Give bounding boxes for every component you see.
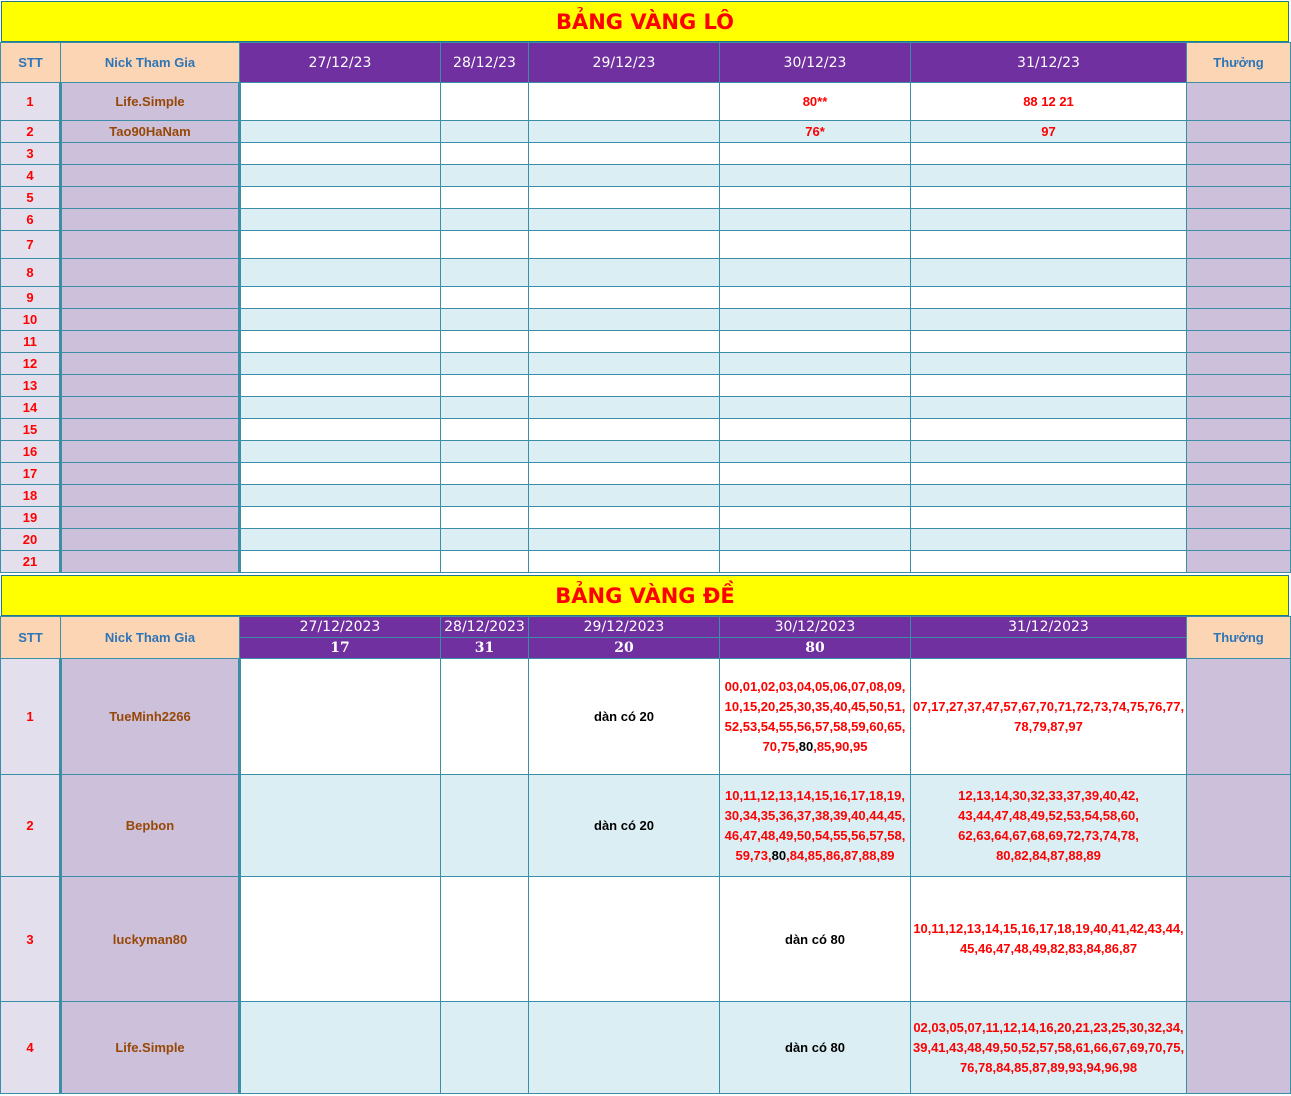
lo-entry-cell[interactable]: [529, 231, 720, 259]
lo-entry-cell[interactable]: [911, 441, 1187, 463]
lo-nick-cell[interactable]: [61, 551, 240, 573]
de-number-segment: 80,82,84,87,88,89: [996, 847, 1101, 863]
lo-entry-cell[interactable]: [240, 309, 441, 331]
lo-header-date-3: 29/12/23: [529, 43, 720, 83]
lo-thuong-cell[interactable]: [1187, 259, 1291, 287]
lo-entry-cell[interactable]: [441, 187, 529, 209]
lo-entry-cell[interactable]: [240, 397, 441, 419]
lo-nick-cell[interactable]: [61, 529, 240, 551]
lo-entry-cell[interactable]: [720, 231, 911, 259]
lo-thuong-cell[interactable]: [1187, 463, 1291, 485]
lo-entry-cell[interactable]: [441, 143, 529, 165]
lo-nick-cell[interactable]: [61, 259, 240, 287]
lo-table-row: [1, 331, 1291, 353]
de-entry-cell[interactable]: [240, 1002, 441, 1094]
de-stt-cell: 2: [1, 775, 61, 877]
lo-header-thuong: Thưởng: [1187, 43, 1291, 83]
lo-thuong-cell[interactable]: [1187, 287, 1291, 309]
de-number-line: [722, 786, 908, 806]
lo-entry-cell[interactable]: [911, 331, 1187, 353]
lo-entry-cell[interactable]: [529, 529, 720, 551]
de-header-date-4: 30/12/2023: [720, 617, 911, 638]
de-nick-cell[interactable]: TueMinh2266: [61, 659, 240, 775]
lo-stt-cell: 12: [1, 353, 61, 375]
de-table-row: [1, 775, 1291, 877]
lo-title: BẢNG VÀNG LÔ: [1, 1, 1289, 42]
lo-header-stt: STT: [1, 43, 61, 83]
lo-stt-cell: 10: [1, 309, 61, 331]
lo-entry-cell[interactable]: [720, 353, 911, 375]
lo-entry-cell[interactable]: [529, 397, 720, 419]
de-entry-cell[interactable]: dàn có 80: [720, 877, 911, 1002]
lo-entry-cell[interactable]: [441, 259, 529, 287]
lo-entry-cell[interactable]: [720, 331, 911, 353]
lo-thuong-cell[interactable]: [1187, 83, 1291, 121]
lo-entry-cell[interactable]: [911, 231, 1187, 259]
de-number-line: [913, 826, 1184, 846]
lo-entry-cell[interactable]: [720, 485, 911, 507]
lo-entry-cell[interactable]: [720, 551, 911, 573]
de-number-segment: 00,01,02,03,04,05,06,07,08,09,: [724, 678, 906, 694]
de-header-date-1: 27/12/2023: [240, 617, 441, 638]
lo-entry-cell[interactable]: [240, 551, 441, 573]
lo-table-row: [1, 463, 1291, 485]
lo-thuong-cell[interactable]: [1187, 143, 1291, 165]
lo-entry-cell[interactable]: [911, 259, 1187, 287]
lo-nick-cell[interactable]: [61, 165, 240, 187]
de-table-row: [1, 1002, 1291, 1094]
lo-thuong-cell[interactable]: [1187, 353, 1291, 375]
de-result-2: 31: [441, 638, 529, 659]
lo-nick-cell[interactable]: [61, 375, 240, 397]
de-number-line: [913, 806, 1184, 826]
de-header-date-5: 31/12/2023: [911, 617, 1187, 638]
de-number-segment: 07,17,27,37,47,57,67,70,71,72,73,74,75,76,77,: [913, 698, 1185, 714]
de-number-segment: 12,13,14,30,32,33,37,39,40,42,: [958, 787, 1139, 803]
lo-header-date-1: 27/12/23: [240, 43, 441, 83]
lo-nick-cell[interactable]: [61, 187, 240, 209]
lo-entry-cell[interactable]: [911, 507, 1187, 529]
lo-table-row: [1, 287, 1291, 309]
lo-entry-cell[interactable]: [441, 209, 529, 231]
de-title: BẢNG VÀNG ĐỀ: [1, 575, 1289, 616]
de-number-segment: 59,73,: [735, 847, 772, 863]
de-number-list-cell[interactable]: [911, 775, 1187, 877]
lo-entry-cell[interactable]: [240, 287, 441, 309]
lo-thuong-cell[interactable]: [1187, 441, 1291, 463]
lo-thuong-cell[interactable]: [1187, 397, 1291, 419]
lo-entry-cell[interactable]: [911, 309, 1187, 331]
lo-entry-cell[interactable]: [720, 165, 911, 187]
lo-entry-cell[interactable]: [240, 485, 441, 507]
de-nick-cell[interactable]: luckyman80: [61, 877, 240, 1002]
lo-nick-cell[interactable]: [61, 441, 240, 463]
lo-nick-cell[interactable]: [61, 309, 240, 331]
de-number-list-cell[interactable]: [720, 659, 911, 775]
de-number-line: [722, 826, 908, 846]
lo-entry-cell[interactable]: [911, 463, 1187, 485]
lo-entry-cell[interactable]: [720, 463, 911, 485]
lo-entry-cell[interactable]: [529, 507, 720, 529]
lo-thuong-cell[interactable]: [1187, 231, 1291, 259]
lo-table-row: [1, 309, 1291, 331]
lo-nick-cell[interactable]: [61, 419, 240, 441]
lo-table-row: [1, 187, 1291, 209]
de-entry-cell[interactable]: [240, 775, 441, 877]
de-stt-cell: 3: [1, 877, 61, 1002]
lo-entry-cell[interactable]: [441, 441, 529, 463]
lo-nick-cell[interactable]: [61, 231, 240, 259]
de-entry-cell[interactable]: [529, 1002, 720, 1094]
de-number-line: [913, 1018, 1184, 1038]
lo-entry-cell[interactable]: [720, 187, 911, 209]
lo-entry-cell[interactable]: [240, 187, 441, 209]
lo-header-date-2: 28/12/23: [441, 43, 529, 83]
de-thuong-cell[interactable]: [1187, 659, 1291, 775]
lo-entry-cell[interactable]: [529, 287, 720, 309]
lo-thuong-cell[interactable]: [1187, 485, 1291, 507]
lo-table-row: [1, 165, 1291, 187]
lo-entry-cell[interactable]: [720, 397, 911, 419]
lo-entry-cell[interactable]: [441, 375, 529, 397]
lo-entry-cell[interactable]: [529, 165, 720, 187]
lo-stt-cell: 7: [1, 231, 61, 259]
lo-entry-cell[interactable]: [441, 165, 529, 187]
lo-entry-cell[interactable]: [529, 83, 720, 121]
de-entry-cell[interactable]: dàn có 80: [720, 1002, 911, 1094]
de-number-segment: 45,46,47,48,49,82,83,84,86,87: [959, 941, 1138, 956]
de-entry-cell[interactable]: dàn có 20: [529, 775, 720, 877]
de-number-list-cell[interactable]: [911, 1002, 1187, 1094]
lo-entry-cell[interactable]: [240, 209, 441, 231]
lo-entry-cell[interactable]: [911, 209, 1187, 231]
lo-table-row: [1, 375, 1291, 397]
lo-entry-cell[interactable]: [529, 551, 720, 573]
lo-entry-cell[interactable]: [911, 187, 1187, 209]
lo-header-nick: Nick Tham Gia: [61, 43, 240, 83]
lo-table-row: [1, 485, 1291, 507]
de-winning-number: 80: [771, 847, 787, 863]
lo-entry-cell[interactable]: [240, 507, 441, 529]
de-entry-cell[interactable]: [441, 877, 529, 1002]
lo-entry-cell[interactable]: [911, 143, 1187, 165]
de-entry-cell[interactable]: dàn có 20: [529, 659, 720, 775]
de-stt-cell: 1: [1, 659, 61, 775]
lo-entry-cell[interactable]: 76*: [720, 121, 911, 143]
de-number-segment: 02,03,05,07,11,12,14,16,20,21,23,25,30,32,34,: [913, 1019, 1184, 1035]
lo-stt-cell: 14: [1, 397, 61, 419]
de-number-line: [722, 806, 908, 826]
de-number-line: [913, 1058, 1184, 1078]
lo-nick-cell[interactable]: [61, 331, 240, 353]
lo-nick-cell[interactable]: [61, 287, 240, 309]
lo-stt-cell: 16: [1, 441, 61, 463]
lo-entry-cell[interactable]: [441, 485, 529, 507]
lo-nick-cell[interactable]: [61, 353, 240, 375]
de-number-segment: 70,75,: [762, 738, 799, 754]
lo-table-row: [1, 397, 1291, 419]
lo-thuong-cell[interactable]: [1187, 209, 1291, 231]
lo-thuong-cell[interactable]: [1187, 507, 1291, 529]
lo-stt-cell: 15: [1, 419, 61, 441]
lo-entry-cell[interactable]: [441, 507, 529, 529]
lo-table-row: [1, 551, 1291, 573]
de-number-line: [913, 1038, 1184, 1058]
lo-entry-cell[interactable]: [911, 353, 1187, 375]
lo-entry-cell[interactable]: [240, 143, 441, 165]
lo-entry-cell[interactable]: [441, 121, 529, 143]
de-number-segment: 30,34,35,36,37,38,39,40,44,45,: [724, 807, 906, 823]
de-nick-cell[interactable]: Life.Simple: [61, 1002, 240, 1094]
lo-entry-cell[interactable]: [720, 309, 911, 331]
lo-entry-cell[interactable]: [720, 507, 911, 529]
lo-entry-cell[interactable]: 97: [911, 121, 1187, 143]
lo-entry-cell[interactable]: [240, 231, 441, 259]
de-entry-cell[interactable]: [529, 877, 720, 1002]
lo-entry-cell[interactable]: [441, 231, 529, 259]
de-number-line: [722, 717, 908, 737]
lo-entry-cell[interactable]: [720, 441, 911, 463]
de-number-segment: 10,15,20,25,30,35,40,45,50,51,: [724, 698, 906, 714]
lo-entry-cell[interactable]: [529, 209, 720, 231]
de-number-segment: ,85,90,95: [813, 738, 868, 754]
de-number-segment: ,84,85,86,87,88,89: [786, 847, 895, 863]
lo-entry-cell[interactable]: [441, 331, 529, 353]
lo-entry-cell[interactable]: [529, 463, 720, 485]
de-number-line: [913, 717, 1184, 737]
lo-entry-cell[interactable]: [240, 419, 441, 441]
lo-stt-cell: 2: [1, 121, 61, 143]
de-number-segment: 52,53,54,55,56,57,58,59,60,65,: [724, 718, 906, 734]
lo-thuong-cell[interactable]: [1187, 529, 1291, 551]
lo-stt-cell: 13: [1, 375, 61, 397]
lo-table-row: [1, 259, 1291, 287]
lo-stt-cell: 3: [1, 143, 61, 165]
lo-stt-cell: 21: [1, 551, 61, 573]
de-number-line: [913, 697, 1184, 717]
de-result-5: [911, 638, 1187, 659]
lo-stt-cell: 1: [1, 83, 61, 121]
de-number-line: [722, 846, 908, 866]
lo-entry-cell[interactable]: [529, 309, 720, 331]
lo-table-row: [1, 121, 1291, 143]
de-number-segment: 78,79,87,97: [1014, 718, 1083, 734]
lo-entry-cell[interactable]: [240, 353, 441, 375]
lo-entry-cell[interactable]: [911, 529, 1187, 551]
de-number-line: [722, 677, 908, 697]
de-number-line: [913, 846, 1184, 866]
de-number-segment: 39,41,43,48,49,50,52,57,58,61,66,67,69,70,75,: [913, 1039, 1185, 1055]
lo-entry-cell[interactable]: [240, 463, 441, 485]
lo-thuong-cell[interactable]: [1187, 551, 1291, 573]
lo-nick-cell[interactable]: [61, 485, 240, 507]
lo-thuong-cell[interactable]: [1187, 419, 1291, 441]
de-number-list-cell[interactable]: [911, 659, 1187, 775]
lo-entry-cell[interactable]: [441, 83, 529, 121]
lo-entry-cell[interactable]: [529, 259, 720, 287]
lo-entry-cell[interactable]: [720, 375, 911, 397]
lo-table-row: [1, 529, 1291, 551]
de-number-segment: 10,11,12,13,14,15,16,17,18,19,: [724, 787, 905, 803]
lo-entry-cell[interactable]: [240, 165, 441, 187]
lo-thuong-cell[interactable]: [1187, 331, 1291, 353]
lo-entry-cell[interactable]: [911, 375, 1187, 397]
lo-table-row: [1, 507, 1291, 529]
lo-entry-cell[interactable]: [720, 209, 911, 231]
lo-entry-cell[interactable]: 88 12 21: [911, 83, 1187, 121]
de-thuong-cell[interactable]: [1187, 877, 1291, 1002]
lo-entry-cell[interactable]: [441, 419, 529, 441]
lo-nick-cell[interactable]: [61, 143, 240, 165]
lo-entry-cell[interactable]: [240, 331, 441, 353]
de-result-4: 80: [720, 638, 911, 659]
lo-entry-cell[interactable]: [441, 551, 529, 573]
lo-entry-cell[interactable]: [529, 331, 720, 353]
lo-table-row: [1, 209, 1291, 231]
lo-entry-cell[interactable]: [441, 287, 529, 309]
de-number-list-cell[interactable]: [911, 877, 1187, 1002]
lo-entry-cell[interactable]: [441, 397, 529, 419]
de-header-date-2: 28/12/2023: [441, 617, 529, 638]
lo-nick-cell[interactable]: [61, 397, 240, 419]
lo-entry-cell[interactable]: [441, 529, 529, 551]
de-number-segment: 76,78,84,85,87,89,93,94,96,98: [959, 1059, 1138, 1075]
lo-thuong-cell[interactable]: [1187, 121, 1291, 143]
de-entry-cell[interactable]: [441, 775, 529, 877]
lo-entry-cell[interactable]: [529, 419, 720, 441]
lo-thuong-cell[interactable]: [1187, 309, 1291, 331]
lo-table-row: [1, 83, 1291, 121]
lo-entry-cell[interactable]: [240, 529, 441, 551]
lo-stt-cell: 17: [1, 463, 61, 485]
lo-nick-cell[interactable]: [61, 209, 240, 231]
lo-stt-cell: 4: [1, 165, 61, 187]
de-entry-cell[interactable]: [441, 659, 529, 775]
de-entry-cell[interactable]: [240, 877, 441, 1002]
lo-nick-cell[interactable]: Life.Simple: [61, 83, 240, 121]
lo-thuong-cell[interactable]: [1187, 165, 1291, 187]
lo-table-row: [1, 353, 1291, 375]
lo-header-date-5: 31/12/23: [911, 43, 1187, 83]
lo-entry-cell[interactable]: [240, 259, 441, 287]
lo-entry-cell[interactable]: [240, 375, 441, 397]
lo-entry-cell[interactable]: [529, 187, 720, 209]
de-number-segment: 62,63,64,67,68,69,72,73,74,78,: [958, 827, 1139, 843]
lo-entry-cell[interactable]: 80**: [720, 83, 911, 121]
de-number-line: [913, 786, 1184, 806]
lo-entry-cell[interactable]: [720, 419, 911, 441]
de-entry-cell[interactable]: [441, 1002, 529, 1094]
lo-entry-cell[interactable]: [529, 375, 720, 397]
lo-entry-cell[interactable]: [529, 485, 720, 507]
lo-entry-cell[interactable]: [529, 143, 720, 165]
de-header-nick: Nick Tham Gia: [61, 617, 240, 659]
de-header-date-3: 29/12/2023: [529, 617, 720, 638]
lo-thuong-cell[interactable]: [1187, 375, 1291, 397]
de-nick-cell[interactable]: Bepbon: [61, 775, 240, 877]
lo-entry-cell[interactable]: [720, 529, 911, 551]
lo-entry-cell[interactable]: [720, 259, 911, 287]
lo-header-date-4: 30/12/23: [720, 43, 911, 83]
de-thuong-cell[interactable]: [1187, 1002, 1291, 1094]
lo-entry-cell[interactable]: [240, 441, 441, 463]
lo-entry-cell[interactable]: [911, 485, 1187, 507]
lo-entry-cell[interactable]: [911, 419, 1187, 441]
lo-thuong-cell[interactable]: [1187, 187, 1291, 209]
lo-nick-cell[interactable]: [61, 507, 240, 529]
lo-entry-cell[interactable]: [441, 463, 529, 485]
de-winning-number: 80: [798, 738, 814, 754]
lo-entry-cell[interactable]: [529, 121, 720, 143]
lo-stt-cell: 6: [1, 209, 61, 231]
lo-table-row: [1, 143, 1291, 165]
lo-entry-cell[interactable]: [911, 551, 1187, 573]
lo-nick-cell[interactable]: [61, 463, 240, 485]
lo-stt-cell: 20: [1, 529, 61, 551]
de-result-1: 17: [240, 638, 441, 659]
de-thuong-cell[interactable]: [1187, 775, 1291, 877]
lo-table-row: [1, 231, 1291, 259]
lo-stt-cell: 8: [1, 259, 61, 287]
lo-stt-cell: 9: [1, 287, 61, 309]
de-stt-cell: 4: [1, 1002, 61, 1094]
lo-nick-cell[interactable]: Tao90HaNam: [61, 121, 240, 143]
lo-entry-cell[interactable]: [720, 143, 911, 165]
lo-table-row: [1, 419, 1291, 441]
de-table: [0, 616, 1291, 1094]
de-number-segment: 43,44,47,48,49,52,53,54,58,60,: [958, 807, 1139, 823]
de-number-segment: 10,11,12,13,14,15,16,17,18,19,40,41,42,43,44,: [913, 921, 1184, 936]
lo-entry-cell[interactable]: [240, 83, 441, 121]
de-header-stt: STT: [1, 617, 61, 659]
lo-entry-cell[interactable]: [441, 309, 529, 331]
lo-stt-cell: 11: [1, 331, 61, 353]
de-number-line: [913, 919, 1184, 939]
lo-entry-cell[interactable]: [529, 441, 720, 463]
lo-stt-cell: 5: [1, 187, 61, 209]
lo-entry-cell[interactable]: [720, 287, 911, 309]
lo-table: [0, 42, 1291, 573]
de-entry-cell[interactable]: [240, 659, 441, 775]
de-header-thuong: Thưởng: [1187, 617, 1291, 659]
de-number-line: [722, 697, 908, 717]
de-table-row: [1, 877, 1291, 1002]
de-number-segment: 46,47,48,49,50,54,55,56,57,58,: [724, 827, 906, 843]
de-number-line: [722, 737, 908, 757]
de-table-row: [1, 659, 1291, 775]
de-number-line: [913, 939, 1184, 959]
lo-entry-cell[interactable]: [911, 397, 1187, 419]
lo-stt-cell: 18: [1, 485, 61, 507]
lo-entry-cell[interactable]: [441, 353, 529, 375]
de-number-list-cell[interactable]: [720, 775, 911, 877]
lo-entry-cell[interactable]: [911, 165, 1187, 187]
de-result-3: 20: [529, 638, 720, 659]
lo-entry-cell[interactable]: [911, 287, 1187, 309]
lo-stt-cell: 19: [1, 507, 61, 529]
lo-entry-cell[interactable]: [529, 353, 720, 375]
lo-entry-cell[interactable]: [240, 121, 441, 143]
lo-table-row: [1, 441, 1291, 463]
